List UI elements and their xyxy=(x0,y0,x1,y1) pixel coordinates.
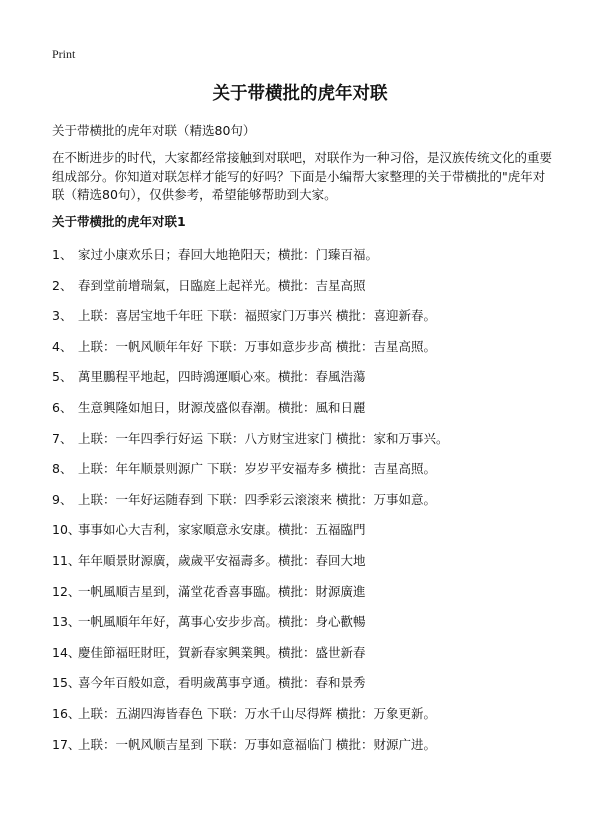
item-number: 10、 xyxy=(52,522,81,538)
item-number: 9、 xyxy=(52,491,73,507)
list-item xyxy=(52,733,572,764)
item-text: 上联：一年四季行好运 下联：八方财宝进家门 横批：家和万事兴。 xyxy=(78,430,449,446)
item-number: 14、 xyxy=(52,644,81,660)
item-text: 一帆風順吉星到，滿堂花香喜事臨。横批：財源廣進 xyxy=(78,583,366,599)
section-heading: 关于带横批的虎年对联1 xyxy=(52,214,186,229)
list-item xyxy=(52,457,572,488)
list-item xyxy=(52,396,572,427)
item-number: 13、 xyxy=(52,614,81,630)
item-text: 事事如心大吉利，家家順意永安康。横批：五福臨門 xyxy=(78,522,366,538)
item-number: 17、 xyxy=(52,736,81,752)
list-item xyxy=(52,641,572,672)
list-item xyxy=(52,427,572,458)
list-item xyxy=(52,335,572,366)
list-item xyxy=(52,610,572,641)
item-text: 一帆風順年年好，萬事心安步步高。横批：身心歡暢 xyxy=(78,614,366,630)
item-text: 喜今年百般如意，看明歲萬事亨通。横批：春和景秀 xyxy=(78,675,366,691)
list-item xyxy=(52,243,572,274)
item-text: 家过小康欢乐日；春回大地艳阳天；横批：门臻百福。 xyxy=(78,247,379,262)
item-number: 1、 xyxy=(52,247,73,262)
list-item xyxy=(52,304,572,335)
item-text: 上联：年年顺景则源广 下联：岁岁平安福寿多 横批：吉星高照。 xyxy=(78,461,436,477)
article-subtitle: 关于带横批的虎年对联（精选80句） xyxy=(52,123,256,138)
item-text: 上联：一年好运随春到 下联：四季彩云滚滚来 横批：万事如意。 xyxy=(78,491,436,507)
page-title: 关于带横批的虎年对联 xyxy=(212,84,388,104)
list-item xyxy=(52,518,572,549)
item-number: 3、 xyxy=(52,308,73,324)
item-number: 6、 xyxy=(52,399,73,415)
item-text: 上联：五湖四海皆春色 下联：万水千山尽得辉 横批：万象更新。 xyxy=(78,705,436,721)
couplet-list xyxy=(52,243,572,763)
item-text: 上联：一帆风顺吉星到 下联：万事如意福临门 横批：财源广进。 xyxy=(78,736,436,752)
list-item xyxy=(52,365,572,396)
list-item xyxy=(52,274,572,305)
list-item xyxy=(52,702,572,733)
item-text: 萬里鵬程平地起，四時鴻運順心來。横批：春風浩蕩 xyxy=(78,369,366,385)
item-number: 8、 xyxy=(52,461,73,477)
item-number: 15、 xyxy=(52,675,81,691)
list-item xyxy=(52,488,572,519)
list-item xyxy=(52,549,572,580)
item-text: 年年順景財源廣，歲歲平安福壽多。横批：春回大地 xyxy=(78,552,366,568)
print-link[interactable]: Print xyxy=(52,47,76,61)
item-text: 上联：一帆风顺年年好 下联：万事如意步步高 横批：吉星高照。 xyxy=(78,338,436,354)
item-number: 2、 xyxy=(52,277,73,293)
item-number: 12、 xyxy=(52,583,81,599)
item-text: 春到堂前增瑞氣，日臨庭上起祥光。横批：吉星高照 xyxy=(78,277,366,293)
item-number: 7、 xyxy=(52,430,73,446)
item-text: 生意興隆如旭日，財源茂盛似春潮。横批：風和日麗 xyxy=(78,399,366,415)
item-number: 5、 xyxy=(52,369,73,385)
intro-paragraph: 在不断进步的时代，大家都经常接触到对联吧，对联作为一种习俗，是汉族传统文化的重要组成部分。你知道对联怎样才能写的好吗？下面是小编帮大家整理的关于带横批的"虎年对联（精选80句），仅供参考，希望能够帮助到大家。 xyxy=(52,150,553,202)
item-text: 上联：喜居宝地千年旺 下联：福照家门万事兴 横批：喜迎新春。 xyxy=(78,308,436,324)
item-number: 11、 xyxy=(52,552,81,568)
item-number: 4、 xyxy=(52,338,73,354)
list-item xyxy=(52,671,572,702)
list-item xyxy=(52,580,572,611)
item-text: 慶佳節福旺財旺，賀新春家興業興。横批：盛世新春 xyxy=(78,644,366,660)
item-number: 16、 xyxy=(52,705,81,721)
